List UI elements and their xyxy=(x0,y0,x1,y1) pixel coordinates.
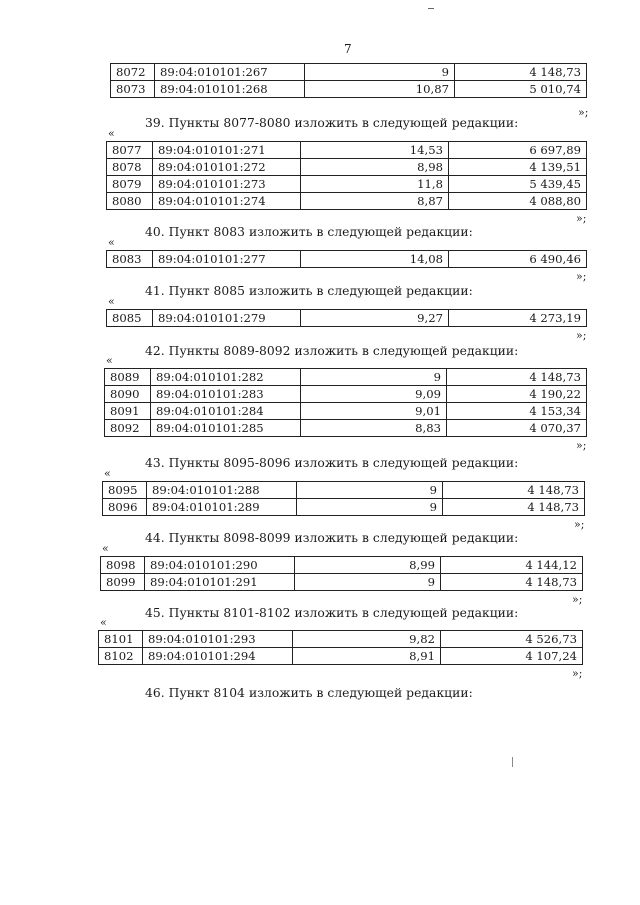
price-cell: 5 439,45 xyxy=(449,176,587,193)
scan-mark xyxy=(428,8,434,9)
price-cell: 4 153,34 xyxy=(447,403,587,420)
item-number-cell: 8092 xyxy=(105,420,151,437)
item-number-cell: 8089 xyxy=(105,369,151,386)
page-number: 7 xyxy=(344,42,352,56)
table-row xyxy=(105,369,587,386)
table-row xyxy=(103,499,585,516)
cadastral-number-cell: 89:04:010101:290 xyxy=(145,557,295,574)
section-heading: 40. Пункт 8083 изложить в следующей редакции: xyxy=(145,225,473,239)
item-number-cell: 8095 xyxy=(103,482,147,499)
cadastral-number-cell: 89:04:010101:294 xyxy=(143,648,293,665)
opening-quote: « xyxy=(104,467,111,480)
area-cell: 11,8 xyxy=(301,176,449,193)
item-number-cell: 8080 xyxy=(107,193,153,210)
item-number-cell: 8099 xyxy=(101,574,145,591)
closing-quote: »; xyxy=(578,106,589,119)
area-cell: 9,01 xyxy=(301,403,447,420)
price-cell: 4 148,73 xyxy=(441,574,583,591)
cadastral-number-cell: 89:04:010101:273 xyxy=(153,176,301,193)
area-cell: 14,08 xyxy=(301,251,449,268)
cadastral-number-cell: 89:04:010101:272 xyxy=(153,159,301,176)
table-row xyxy=(107,251,587,268)
section-heading: 39. Пункты 8077-8080 изложить в следующей редакции: xyxy=(145,116,519,130)
cadastral-number-cell: 89:04:010101:285 xyxy=(151,420,301,437)
opening-quote: « xyxy=(106,354,113,367)
closing-quote: »; xyxy=(572,667,583,680)
price-cell: 6 697,89 xyxy=(449,142,587,159)
parcel-table xyxy=(106,250,587,268)
price-cell: 4 144,12 xyxy=(441,557,583,574)
parcel-table xyxy=(104,368,587,437)
price-cell: 4 148,73 xyxy=(443,499,585,516)
cadastral-number-cell: 89:04:010101:279 xyxy=(153,310,301,327)
closing-quote: »; xyxy=(576,329,587,342)
cadastral-number-cell: 89:04:010101:277 xyxy=(153,251,301,268)
closing-quote: »; xyxy=(572,593,583,606)
area-cell: 8,99 xyxy=(295,557,441,574)
closing-quote: »; xyxy=(576,270,587,283)
table-row xyxy=(103,482,585,499)
price-cell: 4 526,73 xyxy=(441,631,583,648)
cadastral-number-cell: 89:04:010101:282 xyxy=(151,369,301,386)
cadastral-number-cell: 89:04:010101:291 xyxy=(145,574,295,591)
opening-quote: « xyxy=(102,542,109,555)
table-row xyxy=(107,142,587,159)
price-cell: 4 148,73 xyxy=(447,369,587,386)
opening-quote: « xyxy=(108,127,115,140)
table-row xyxy=(105,386,587,403)
item-number-cell: 8102 xyxy=(99,648,143,665)
item-number-cell: 8077 xyxy=(107,142,153,159)
area-cell: 9 xyxy=(297,499,443,516)
section-heading: 41. Пункт 8085 изложить в следующей редакции: xyxy=(145,284,473,298)
price-cell: 4 148,73 xyxy=(443,482,585,499)
area-cell: 9 xyxy=(297,482,443,499)
scan-mark xyxy=(512,757,513,767)
cadastral-number-cell: 89:04:010101:268 xyxy=(155,81,305,98)
section-heading: 42. Пункты 8089-8092 изложить в следующей редакции: xyxy=(145,344,519,358)
cadastral-number-cell: 89:04:010101:293 xyxy=(143,631,293,648)
closing-quote: »; xyxy=(576,439,587,452)
area-cell: 8,87 xyxy=(301,193,449,210)
item-number-cell: 8091 xyxy=(105,403,151,420)
area-cell: 10,87 xyxy=(305,81,455,98)
table-row xyxy=(101,557,583,574)
table-row xyxy=(101,574,583,591)
price-cell: 4 139,51 xyxy=(449,159,587,176)
area-cell: 8,91 xyxy=(293,648,441,665)
section-heading: 44. Пункты 8098-8099 изложить в следующей редакции: xyxy=(145,531,519,545)
table-row xyxy=(111,64,587,81)
cadastral-number-cell: 89:04:010101:284 xyxy=(151,403,301,420)
table-row xyxy=(107,176,587,193)
item-number-cell: 8090 xyxy=(105,386,151,403)
price-cell: 4 107,24 xyxy=(441,648,583,665)
area-cell: 8,98 xyxy=(301,159,449,176)
area-cell: 9 xyxy=(305,64,455,81)
table-row xyxy=(107,310,587,327)
area-cell: 9,27 xyxy=(301,310,449,327)
parcel-table xyxy=(106,141,587,210)
cadastral-number-cell: 89:04:010101:274 xyxy=(153,193,301,210)
table-row xyxy=(99,631,583,648)
item-number-cell: 8079 xyxy=(107,176,153,193)
top-continuation-table xyxy=(110,63,587,98)
cadastral-number-cell: 89:04:010101:267 xyxy=(155,64,305,81)
cadastral-number-cell: 89:04:010101:271 xyxy=(153,142,301,159)
item-number-cell: 8083 xyxy=(107,251,153,268)
opening-quote: « xyxy=(108,236,115,249)
price-cell: 4 070,37 xyxy=(447,420,587,437)
cadastral-number-cell: 89:04:010101:289 xyxy=(147,499,297,516)
item-number-cell: 8078 xyxy=(107,159,153,176)
opening-quote: « xyxy=(108,295,115,308)
item-number-cell: 8101 xyxy=(99,631,143,648)
area-cell: 8,83 xyxy=(301,420,447,437)
price-cell: 4 148,73 xyxy=(455,64,587,81)
section-heading: 43. Пункты 8095-8096 изложить в следующей редакции: xyxy=(145,456,519,470)
table-row xyxy=(111,81,587,98)
price-cell: 6 490,46 xyxy=(449,251,587,268)
final-heading: 46. Пункт 8104 изложить в следующей редакции: xyxy=(145,686,473,700)
price-cell: 4 088,80 xyxy=(449,193,587,210)
table-row xyxy=(99,648,583,665)
cadastral-number-cell: 89:04:010101:288 xyxy=(147,482,297,499)
price-cell: 4 190,22 xyxy=(447,386,587,403)
item-number-cell: 8072 xyxy=(111,64,155,81)
parcel-table xyxy=(106,309,587,327)
item-number-cell: 8096 xyxy=(103,499,147,516)
cadastral-number-cell: 89:04:010101:283 xyxy=(151,386,301,403)
area-cell: 9,09 xyxy=(301,386,447,403)
table-row xyxy=(105,403,587,420)
opening-quote: « xyxy=(100,616,107,629)
price-cell: 5 010,74 xyxy=(455,81,587,98)
table-row xyxy=(107,193,587,210)
item-number-cell: 8098 xyxy=(101,557,145,574)
parcel-table xyxy=(102,481,585,516)
area-cell: 9 xyxy=(295,574,441,591)
item-number-cell: 8073 xyxy=(111,81,155,98)
section-heading: 45. Пункты 8101-8102 изложить в следующей редакции: xyxy=(145,606,519,620)
price-cell: 4 273,19 xyxy=(449,310,587,327)
area-cell: 9 xyxy=(301,369,447,386)
closing-quote: »; xyxy=(576,212,587,225)
item-number-cell: 8085 xyxy=(107,310,153,327)
closing-quote: »; xyxy=(574,518,585,531)
area-cell: 9,82 xyxy=(293,631,441,648)
table-row xyxy=(107,159,587,176)
table-row xyxy=(105,420,587,437)
parcel-table xyxy=(98,630,583,665)
parcel-table xyxy=(100,556,583,591)
area-cell: 14,53 xyxy=(301,142,449,159)
